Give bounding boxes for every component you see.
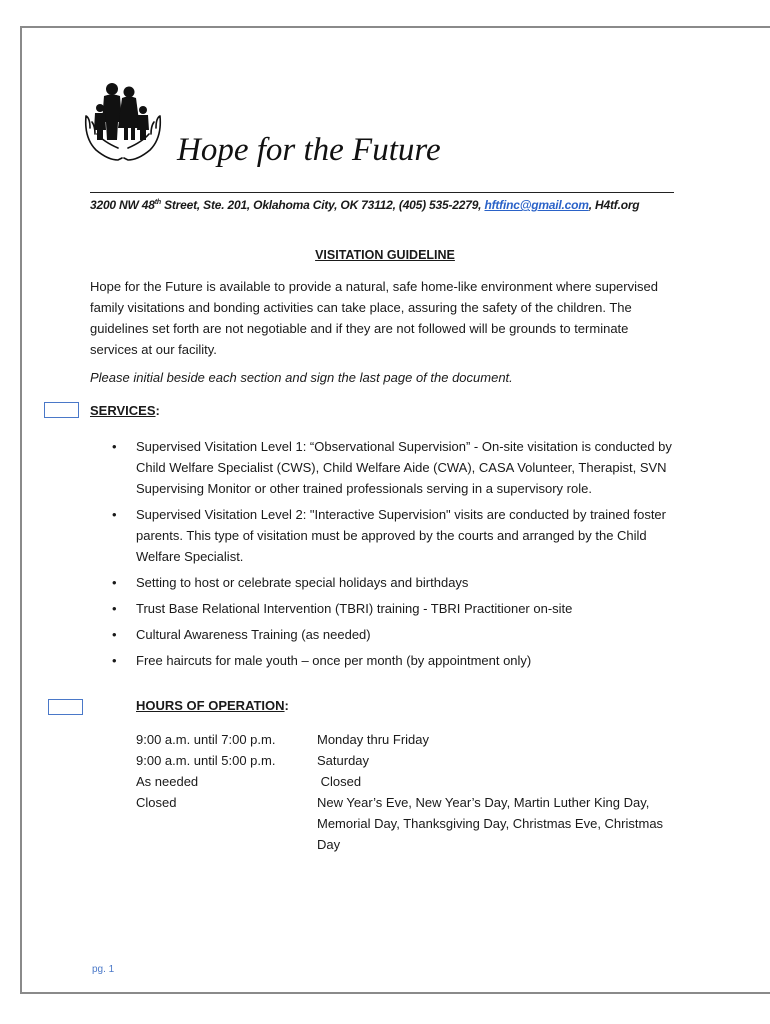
bullet-icon: • (112, 627, 117, 642)
list-item (112, 572, 672, 593)
hours-days: Closed (317, 774, 362, 789)
hours-time: 9:00 a.m. until 7:00 p.m. (136, 732, 276, 747)
list-item-text: Supervised Visitation Level 1: “Observational Supervision” - On-site visitation is conducted by Child Welfare Specialist (CWS), Child Welfare Aide (CWA), CASA Volunteer, Therapist, SVN Supervising Monitor or other trained professionals serving in a supervisory role. (136, 439, 672, 496)
list-item (112, 436, 672, 499)
services-heading (90, 403, 160, 418)
intro-paragraph: Hope for the Future is available to provide a natural, safe home-like environment where supervised family visitations and bonding activities can take place, assuring the safety of the children. The guidelines set forth are not negotiable and if they are not followed will be grounds to terminate services at our facility. (90, 279, 658, 357)
list-item (112, 504, 672, 567)
page-number: pg. 1 (92, 964, 115, 975)
address-superscript: th (154, 199, 161, 206)
list-item-text: Setting to host or celebrate special holidays and birthdays (136, 575, 469, 590)
hours-heading-label: HOURS OF OPERATION (136, 698, 285, 713)
hours-row (136, 729, 689, 750)
hours-days: Saturday (317, 753, 370, 768)
list-item-text: Trust Base Relational Intervention (TBRI) training - TBRI Practitioner on-site (136, 601, 573, 616)
header-rule (90, 192, 674, 193)
hours-row (136, 792, 689, 855)
address-line (90, 198, 639, 212)
organization-name: Hope for the Future (177, 132, 441, 168)
services-initial-box[interactable] (44, 402, 79, 418)
hours-initial-box[interactable] (48, 699, 83, 715)
hours-days: Monday thru Friday (317, 732, 429, 747)
hours-heading (136, 698, 289, 713)
email-link[interactable]: hftfinc@gmail.com (484, 198, 589, 212)
hours-time: Closed (136, 795, 177, 810)
list-item-text: Free haircuts for male youth – once per month (by appointment only) (136, 653, 532, 668)
hours-row (136, 771, 689, 792)
family-in-hands-logo-icon (82, 78, 164, 170)
list-item (112, 598, 672, 619)
bullet-icon: • (112, 575, 117, 590)
hours-days: New Year’s Eve, New Year’s Day, Martin Luther King Day, Memorial Day, Thanksgiving Day, Christmas Eve, Christmas Day (317, 795, 664, 852)
bullet-icon: • (112, 507, 117, 522)
list-item (112, 650, 672, 671)
hours-table (136, 729, 689, 855)
list-item-text: Supervised Visitation Level 2: "Interactive Supervision" visits are conducted by trained foster parents. This type of visitation must be approved by the courts and arranged by the Child Welfare Specialist. (136, 507, 666, 564)
services-heading-colon: : (155, 403, 160, 418)
services-list (112, 436, 672, 676)
bullet-icon: • (112, 653, 117, 668)
hours-time: 9:00 a.m. until 5:00 p.m. (136, 753, 276, 768)
hours-heading-colon: : (284, 698, 289, 713)
services-heading-label: SERVICES (90, 403, 156, 418)
list-item (112, 624, 672, 645)
address-suffix: , H4tf.org (588, 198, 640, 212)
list-item-text: Cultural Awareness Training (as needed) (136, 627, 371, 642)
instruction-text: Please initial beside each section and sign the last page of the document. (90, 370, 513, 385)
address-middle: Street, Ste. 201, Oklahoma City, OK 73112, (405) 535-2279, (160, 198, 485, 212)
hours-time: As needed (136, 774, 199, 789)
bullet-icon: • (112, 439, 117, 454)
hours-row (136, 750, 689, 771)
bullet-icon: • (112, 601, 117, 616)
address-prefix: 3200 NW 48 (90, 198, 155, 212)
document-title: VISITATION GUIDELINE (315, 248, 455, 262)
